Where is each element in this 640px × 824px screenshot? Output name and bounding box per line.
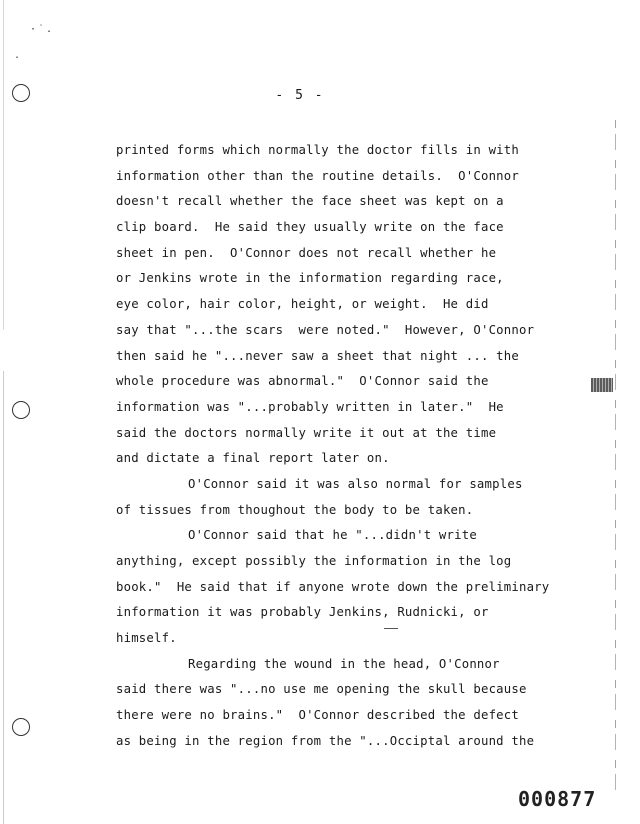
text-line: himself. bbox=[116, 631, 177, 646]
text-line: and dictate a final report later on. bbox=[116, 451, 390, 466]
text-line: information it was probably Jenkins, Rudnicki, or bbox=[116, 605, 489, 620]
text-line: then said he "...never saw a sheet that night ... the bbox=[116, 348, 519, 363]
document-number-stamp: 000877 bbox=[518, 787, 597, 811]
text-line: printed forms which normally the doctor fills in with bbox=[116, 143, 519, 157]
text-line: information other than the routine details. O'Connor bbox=[116, 168, 519, 183]
scan-speck: . bbox=[14, 50, 21, 61]
text-line: O'Connor said that he "...didn't write bbox=[188, 528, 477, 543]
text-line: said the doctors normally write it out at the time bbox=[116, 425, 497, 440]
page-number: - 5 - bbox=[275, 88, 325, 103]
scan-speck: ·˙. bbox=[30, 24, 55, 35]
text-line: there were no brains." O'Connor described the defect bbox=[116, 708, 519, 723]
body-text bbox=[116, 138, 550, 755]
text-line: anything, except possibly the information in the log bbox=[116, 554, 512, 568]
stray-mark bbox=[384, 628, 398, 629]
scan-smudge bbox=[591, 378, 613, 392]
text-line: information was "...probably written in later." He bbox=[116, 399, 504, 414]
text-line: O'Connor said it was also normal for samples bbox=[188, 476, 523, 491]
text-line: clip board. He said they usually write on the face bbox=[116, 220, 504, 235]
scan-edge-right bbox=[615, 120, 616, 800]
text-line: eye color, hair color, height, or weight. He did bbox=[116, 297, 489, 312]
punch-hole-middle bbox=[12, 401, 30, 419]
text-line: whole procedure was abnormal." O'Connor said the bbox=[116, 374, 489, 389]
text-line: sheet in pen. O'Connor does not recall whether he bbox=[116, 245, 497, 260]
text-line: or Jenkins wrote in the information regarding race, bbox=[116, 271, 504, 286]
text-line: as being in the region from the "...Occiptal around the bbox=[116, 733, 535, 748]
text-line: book." He said that if anyone wrote down the preliminary bbox=[116, 579, 550, 594]
text-line: say that "...the scars were noted." However, O'Connor bbox=[116, 322, 535, 337]
text-line: Regarding the wound in the head, O'Connor bbox=[188, 656, 500, 671]
text-line: of tissues from thoughout the body to be taken. bbox=[116, 502, 474, 517]
scan-edge-left bbox=[3, 0, 4, 824]
text-line: doesn't recall whether the face sheet was kept on a bbox=[116, 194, 504, 209]
punch-hole-bottom bbox=[12, 718, 30, 736]
text-line: said there was "...no use me opening the skull because bbox=[116, 682, 527, 697]
